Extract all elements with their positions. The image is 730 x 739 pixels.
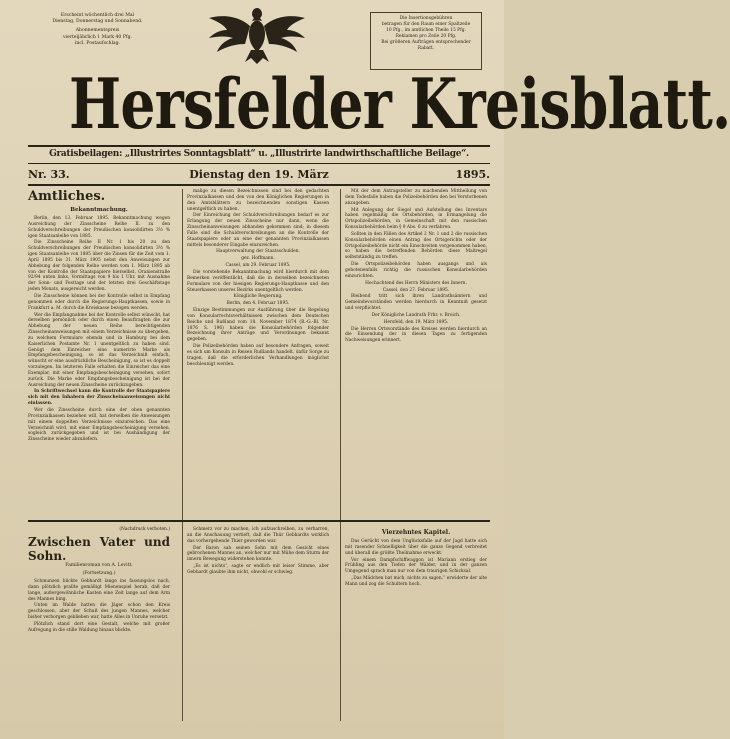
column-divider [340, 189, 341, 721]
paragraph: Einzige Bestimmungen zur Ausführung über die Regelung von Konsularrechtsverhältnissen zwischen dem Deutschen Reiche und Rußland vom 18. November 1874 (R.-G.-Bl. Nr. 1876 S. 196) haben die Konsularbehörden folgender Bezeichnung ihrer Anträge und Verordnungen bekannt gegeben. [187, 308, 329, 343]
advertising-rates [370, 12, 482, 70]
publication-notice [40, 13, 155, 47]
paragraph: Die Zinsscheine können bei der Kontrolle selbst in Empfang genommen oder durch die Regierungs-Hauptkassen, sowie in Frankfurt a. M. durch die Kreiskasse bezogen werden. [28, 293, 170, 311]
feuilleton-divider [28, 520, 490, 522]
column-divider [182, 189, 183, 721]
story-title: Zwischen Vater und Sohn. [28, 535, 170, 563]
notice-heading: Bekanntmachung. [70, 207, 128, 213]
paragraph: Die Polizeibehörden haben auf besondere Anfragen, soweit es sich um Konsuln in Reisen Rußlands handelt, dafür Sorge zu tragen, daß die erforderlichen Verhandlungen möglichst beschleunigt werden. [187, 344, 329, 367]
dateline: Hersfeld, den 19. März 1895. [383, 319, 449, 325]
paragraph: Die Herren Ortsvorstände des Kreises werden hierdurch an die Einsendung der in diesen Tagen zu fertigenden Nachweisungen erinnert. [345, 326, 487, 344]
serial-story-right [345, 527, 487, 727]
issue-year: 1895. [455, 168, 490, 181]
signature-line: Der Königliche Landrath Frhr. v. Broich. [371, 312, 461, 318]
divider [28, 163, 490, 164]
paragraph: Die vorstehende Bekanntmachung wird hierdurch mit dem Bemerken veröffentlicht, daß die in derselben bezeichneten Formulare von der hiesigen Regierungs-Hauptkasse und den Steuerkassen unseres Bezirks unentgeltlich werden. [187, 269, 329, 293]
notice-line: Abonnementspreis [75, 28, 120, 34]
notice-line: Erscheint wöchentlich drei Mal [60, 13, 135, 18]
paragraph: Vor einem Dampfschiffwaggon ist Mariann erstieg der Frühling aus den Tiefen der Wälder, und in der ganzen Umgegend sprach man nur von dem traurigen Schicksal. [345, 557, 487, 575]
official-notices-column [28, 189, 170, 515]
paragraph: Wer die Empfangnahme bei der Kontrolle selbst wünscht, hat derselben persönlich oder durch einen Beauftragten die zur Abhebung der neuen Reihe berechtigenden Zinsscheinanweisungen mit einem Verzeichnisse zu übergeben, zu welchem Formulare ebenda und in Hamburg bei dem Kaiserlichen Postamte Nr. 1 unentgeltlich zu haben sind. Genügt dem Einreicher eine numerirte Marke als Empfangsbescheinigung, so ist das Verzeichniß einfach, wünscht er eine ausdrückliche Bescheinigung, so ist es doppelt vorzulegen. Im letzteren Falle erhalten die Einreicher das eine Exemplar, mit einer Empfangsbescheinigung versehen, sofort zurück. Die Marke oder Empfangsbescheinigung ist bei der Ausreichung der neuen Zinsscheine zurückzugeben. [28, 312, 170, 388]
paragraph: Der Einreichung der Schuldverschreibungen bedarf es zur Erlangung der neuen Zinsscheine nur dann, wenn die Zinsscheinanweisungen abhanden gekommen sind; in diesem Falle sind die Schuldverschreibungen an die Kontrolle der Staatspapiere oder an eine der genannten Provinzialkassen mittels besonderer Eingabe einzureichen. [187, 213, 329, 248]
reprint-notice: (Nachdruck verboten.) [119, 527, 170, 532]
dateline: Cassel, am 29. Februar 1895. [225, 263, 291, 269]
paragraph: Die Zinsscheine Reihe II Nr. 1 bis 20 zu den Schuldverschreibungen der Preußischen konsolidirten 3½ % igen Staatsanleihe von 1885 über die Zinsen für die Zeit vom 1. April 1895 bis 31. März 1905 nebst den Anweisungen zur Abhebung der folgenden Reihe werden vom 1. März 1895 ab von der Kontrolle der Staatspapiere hierselbst, Oranienstraße 92/94 unten links, Vormittags von 9 bis 1 Uhr, mit Ausnahme der Sonn- und Festtage und der letzten drei Geschäftstage jeden Monats, ausgereicht werden. [28, 240, 170, 293]
notice-line: Dienstag, Donnerstag und Sonnabend. [52, 19, 143, 25]
supplements-line: Gratisbeilagen: „Illustrirtes Sonntagsblatt“ u. „Illustrirte landwirthschaftliche Beilage“. [49, 149, 469, 159]
paragraph: Berlin, den 13. Februar 1895. Bekanntmachung wegen Ausreichung der Zinsscheine Reihe II. zu den Schuldverschreibungen der Preußischen konsolidirten 3½ % igen Staatsanleihe von 1885. [28, 216, 170, 239]
dateline: Cassel, den 27. Februar 1895. [382, 287, 450, 293]
paragraph: Das Gerücht von dem Unglücksfalle auf der Jagd hatte sich mit rasender Schnelligkeit über die ganze Gegend verbreitet und überall die größte Theilnahme erweckt. [345, 539, 487, 556]
issue-date: Dienstag den 19. März [189, 168, 329, 181]
signature-line: Hauptverwaltung der Staatsschulden. [216, 249, 300, 255]
paragraph: „Es ist nichts“, sagte er endlich mit leiser Stimme, aber Gebhardt glaubte ihm nicht, obwohl er schwieg. [187, 564, 329, 575]
paragraph: Der Baron sah seinen Sohn mit dem Gesicht eines gebrochenen Mannes an, welcher nur mit Mühe dem Sturm der innern Bewegung widerstehen konnte. [187, 545, 329, 563]
paragraph: Schmunzen blickte Gebhardt lange ins fassungslos nach, dann plötzlich prallte gemäßigt Mienenspiel herab, daß der lange, außergewöhnliche Kasten eine Zeit lange auf dem Arm des Mannes hing. [28, 579, 170, 602]
paragraph: malige zu diesen Bezeichnissen sind bei den gedachten Provinzialkassen und den von den Königlichen Regierungen in den Amtsblättern zu bezeichnenden sonstigen Kassen unentgeltlich zu haben. [187, 189, 329, 212]
rates-line: Rabatt. [417, 46, 435, 51]
issue-number: Nr. 33. [28, 168, 70, 181]
signature-line: Hochachtend des Herrn Ministers des Innern. [365, 280, 467, 286]
divider [28, 184, 490, 186]
paragraph: Plötzlich stand dort eine Gestalt, welche mit großer Aufregung in die stille Waldung hinaus blickte. [28, 621, 170, 633]
paragraph: Sollten in den Fällen des Artikel 2 Nr. 1 und 2 die russischen Konsularbehörden einen Antrag des Ortsgerichts oder der Ortspolizeibehörde nicht ein Einschreiten vorgenommen haben, so haben die betreffenden Behörden diese Maßregel selbstständig zu treffen. [345, 231, 487, 261]
paragraph: Wer die Zinsscheine durch eine der oben genannten Provinzialkassen beziehen will, hat derselben die Anweisungen mit einem doppelten Verzeichnisse einzureichen. Das eine Verzeichniß wird, mit einer Empfangsbescheinigung versehen, sogleich zurückgegeben und ist bei Aushändigung der Zinsscheine wieder abzuliefern. [28, 408, 170, 443]
chapter-heading: Vierzehntes Kapitel. [381, 529, 451, 536]
paragraph: Bleibend tritt sich ihren Landrathsämtern und Gemeindevorständen werden hierdurch in Kenntniß gesetzt und verpflichtet. [345, 294, 487, 312]
serial-story-middle [187, 527, 329, 727]
notices-column-3 [345, 189, 487, 515]
story-author: Familienroman von A. Levitt. [65, 563, 133, 568]
dateline: Berlin, den 4. Februar 1895. [226, 301, 290, 307]
paragraph: Unten im Walde hatten die Jäger schon den Kreis geschlossen, aber der Schuß des jungen Mannes, welcher bisher verborgen geblieben war, hatte Alles in Unruhe versetzt. [28, 603, 170, 621]
divider [28, 145, 490, 147]
rates-line: Bei größeren Aufträgen entsprechender [381, 40, 471, 45]
section-heading: Amtliches. [28, 189, 106, 204]
paragraph: Schmerz vor zu machen, ich aufzuschreiben, zu verharren, an die Anschauung vertieft, daß die Thür Gebhardts wirklich das vorhergehende Thier geworden war. [187, 527, 329, 544]
notice-line: vierteljährlich 1 Mark 40 Pfg. [62, 34, 133, 40]
paragraph: Die Ortspolizeibehörden haben ausgangs und als gebotenenfalls richtig die russischen Konsularbehörden einzurichten. [345, 262, 487, 279]
notice-line: incl. Postaufschlag. [74, 40, 121, 46]
paragraph: Mit Anlegung der Siegel und Aufstellung des Inventars haben regelmäßig die Ortsbehörden, in Ermangelung die Ortspolizeibehörden, in Gemeinschaft mit den russischen Konsularbehörden beim § 9 Abs. 6 zu verfahren. [345, 207, 487, 231]
rates-line: Die Insertionsgebühren [399, 16, 453, 21]
rates-line: 10 Pfg., im amtlichen Theile 15 Pfg. [386, 28, 466, 33]
paragraph: In Schriftwechsel kann die Kontrolle der Staatspapiere sich mit den Inhabern der Zinsscheinanweisungen nicht einlassen. [28, 389, 170, 407]
newspaper-title: Hersfelder Kreisblatt. [69, 64, 730, 145]
rates-line: betragen für den Raum einer Spaltzeile [381, 22, 471, 27]
signature-line: gez. Hoffmann. [241, 256, 275, 262]
story-continuation: (Fortsetzung.) [82, 571, 116, 576]
eagle-emblem-icon [205, 4, 310, 66]
paragraph: Mit der dem Antragsteller zu machenden Mittheilung von dem Todesfalle haben die Polizeibehörden den bei Verstorbenen anzugeben. [345, 189, 487, 206]
issue-dateline [28, 166, 490, 182]
serial-story-left [28, 527, 170, 727]
signature-line: Königliche Regierung. [233, 294, 283, 300]
rates-line: Reklamen pro Zeile 20 Pfg. [395, 34, 457, 39]
paragraph: „Das Mädchen bat mich, nichts zu sagen,“ erwiderte der alte Mann und zog die Schultern hoch. [345, 576, 487, 587]
notices-column-2 [187, 189, 329, 515]
